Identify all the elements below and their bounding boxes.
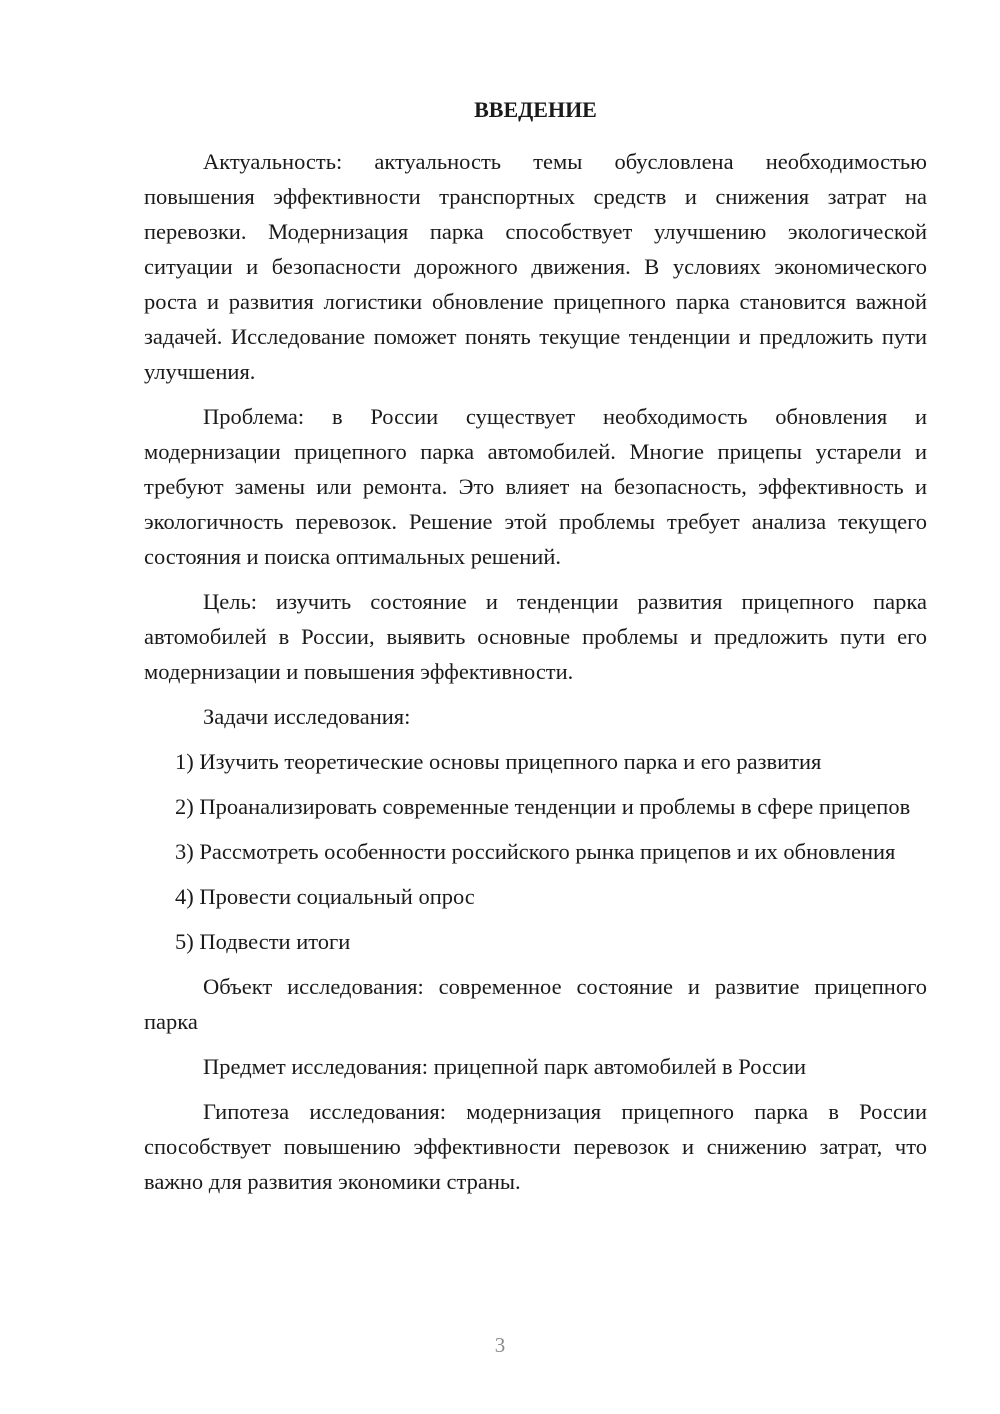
tasks-heading: Задачи исследования: [203, 704, 411, 729]
paragraph-relevance: Актуальность: актуальность темы обусловлена необходимостью повышения эффективности транспортных средств и снижения затрат на перевозки. Модернизация парка способствует улучшению экологической ситуации и безопасности дорожного движения. В условиях экономического роста и развития логистики обновление прицепного парка становится важной задачей. Исследование поможет понять текущие тенденции и предложить пути улучшения. [144, 149, 927, 384]
paragraph-object: Объект исследования: современное состояние и развитие прицепного парка [144, 974, 927, 1034]
paragraph-subject: Предмет исследования: прицепной парк автомобилей в России [203, 1054, 807, 1079]
paragraph-problem: Проблема: в России существует необходимость обновления и модернизации прицепного парка автомобилей. Многие прицепы устарели и требуют замены или ремонта. Это влияет на безопасность, эффективность и экологичность перевозок. Решение этой проблемы требует анализа текущего состояния и поиска оптимальных решений. [144, 404, 927, 569]
task-item-2: 2) Проанализировать современные тенденции и проблемы в сфере прицепов [175, 794, 911, 819]
page-number: 3 [494, 1333, 506, 1357]
paragraph-hypothesis: Гипотеза исследования: модернизация прицепного парка в России способствует повышению эффективности перевозок и снижению затрат, что важно для развития экономики страны. [144, 1099, 927, 1194]
page-title: ВВЕДЕНИЕ [474, 97, 597, 122]
page-content [144, 92, 927, 1209]
task-item-3: 3) Рассмотреть особенности российского рынка прицепов и их обновления [175, 839, 896, 864]
task-item-4: 4) Провести социальный опрос [175, 884, 475, 909]
task-item-5: 5) Подвести итоги [175, 929, 351, 954]
paragraph-goal: Цель: изучить состояние и тенденции развития прицепного парка автомобилей в России, выявить основные проблемы и предложить пути его модернизации и повышения эффективности. [144, 589, 927, 684]
task-item-1: 1) Изучить теоретические основы прицепного парка и его развития [175, 749, 822, 774]
